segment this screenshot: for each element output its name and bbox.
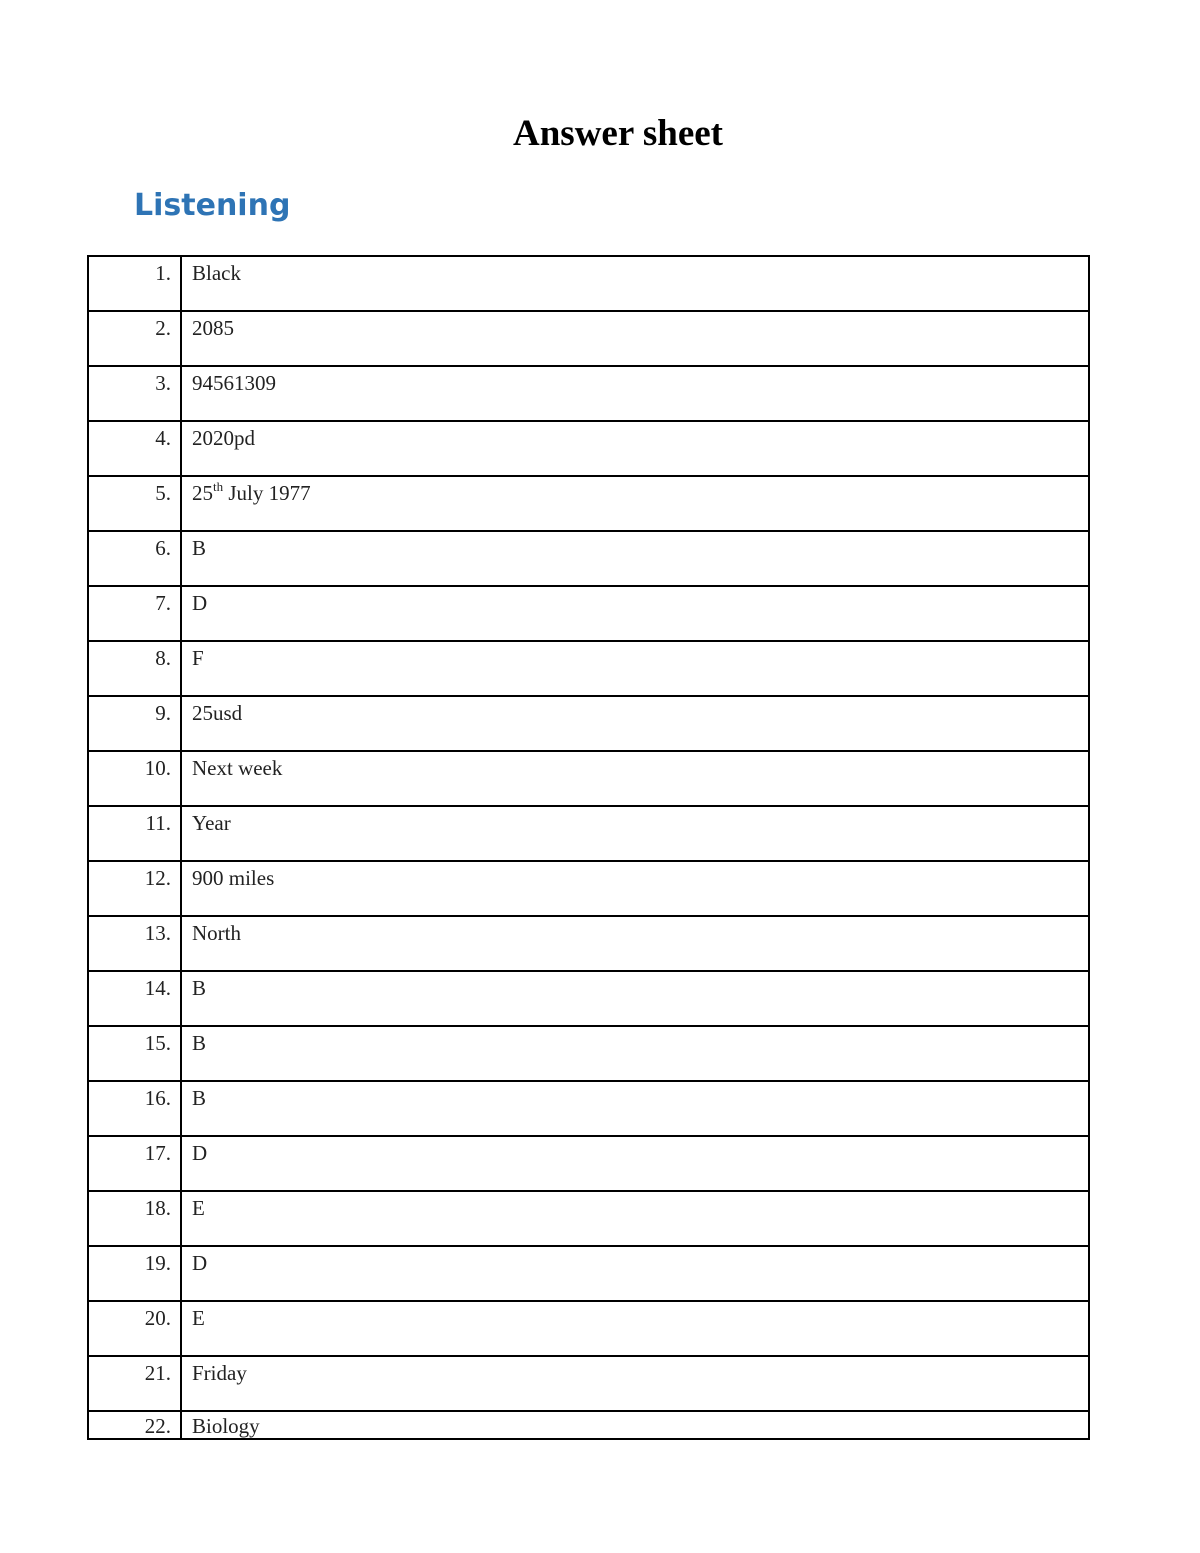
question-number: 17. bbox=[88, 1136, 181, 1191]
section-heading-listening: Listening bbox=[134, 188, 291, 223]
question-number: 13. bbox=[88, 916, 181, 971]
answer-cell: Friday bbox=[181, 1356, 1089, 1411]
question-number: 11. bbox=[88, 806, 181, 861]
question-number: 6. bbox=[88, 531, 181, 586]
table-row bbox=[88, 971, 1089, 1026]
question-number: 22. bbox=[88, 1411, 181, 1439]
question-number: 18. bbox=[88, 1191, 181, 1246]
answer-cell: B bbox=[181, 1081, 1089, 1136]
answer-cell: D bbox=[181, 586, 1089, 641]
table-row bbox=[88, 531, 1089, 586]
table-row bbox=[88, 421, 1089, 476]
answer-cell: 25usd bbox=[181, 696, 1089, 751]
question-number: 8. bbox=[88, 641, 181, 696]
question-number: 2. bbox=[88, 311, 181, 366]
table-row bbox=[88, 861, 1089, 916]
table-row bbox=[88, 1356, 1089, 1411]
question-number: 7. bbox=[88, 586, 181, 641]
answer-cell bbox=[181, 476, 1089, 531]
answer-cell: North bbox=[181, 916, 1089, 971]
question-number: 10. bbox=[88, 751, 181, 806]
question-number: 5. bbox=[88, 476, 181, 531]
answer-cell: 2085 bbox=[181, 311, 1089, 366]
question-number: 14. bbox=[88, 971, 181, 1026]
table-row bbox=[88, 476, 1089, 531]
answer-cell: 94561309 bbox=[181, 366, 1089, 421]
table-row bbox=[88, 696, 1089, 751]
answer-cell: Year bbox=[181, 806, 1089, 861]
answer-cell: F bbox=[181, 641, 1089, 696]
answer-cell: E bbox=[181, 1301, 1089, 1356]
table-row bbox=[88, 1411, 1089, 1439]
question-number: 9. bbox=[88, 696, 181, 751]
answer-cell: E bbox=[181, 1191, 1089, 1246]
page-title: Answer sheet bbox=[513, 113, 723, 154]
answer-cell: 2020pd bbox=[181, 421, 1089, 476]
table-row bbox=[88, 586, 1089, 641]
answer-cell: Black bbox=[181, 256, 1089, 311]
ordinal-suffix: th bbox=[213, 479, 224, 494]
answer-cell: B bbox=[181, 531, 1089, 586]
question-number: 12. bbox=[88, 861, 181, 916]
answer-day: 25 bbox=[192, 481, 213, 505]
table-row bbox=[88, 1246, 1089, 1301]
answer-month-year: July 1977 bbox=[223, 481, 311, 505]
question-number: 1. bbox=[88, 256, 181, 311]
question-number: 15. bbox=[88, 1026, 181, 1081]
table-row bbox=[88, 916, 1089, 971]
answer-cell: D bbox=[181, 1246, 1089, 1301]
question-number: 19. bbox=[88, 1246, 181, 1301]
question-number: 21. bbox=[88, 1356, 181, 1411]
table-row bbox=[88, 806, 1089, 861]
question-number: 20. bbox=[88, 1301, 181, 1356]
answer-cell: D bbox=[181, 1136, 1089, 1191]
answer-table bbox=[87, 255, 1090, 1440]
table-row bbox=[88, 311, 1089, 366]
question-number: 4. bbox=[88, 421, 181, 476]
answer-cell: 900 miles bbox=[181, 861, 1089, 916]
table-row bbox=[88, 1081, 1089, 1136]
table-row bbox=[88, 1191, 1089, 1246]
question-number: 3. bbox=[88, 366, 181, 421]
answer-cell: B bbox=[181, 971, 1089, 1026]
table-row bbox=[88, 751, 1089, 806]
question-number: 16. bbox=[88, 1081, 181, 1136]
table-row bbox=[88, 1301, 1089, 1356]
table-row bbox=[88, 641, 1089, 696]
answer-cell: B bbox=[181, 1026, 1089, 1081]
table-row bbox=[88, 366, 1089, 421]
table-row bbox=[88, 1026, 1089, 1081]
table-row bbox=[88, 1136, 1089, 1191]
table-row bbox=[88, 256, 1089, 311]
answer-cell: Biology bbox=[181, 1411, 1089, 1439]
answer-cell: Next week bbox=[181, 751, 1089, 806]
